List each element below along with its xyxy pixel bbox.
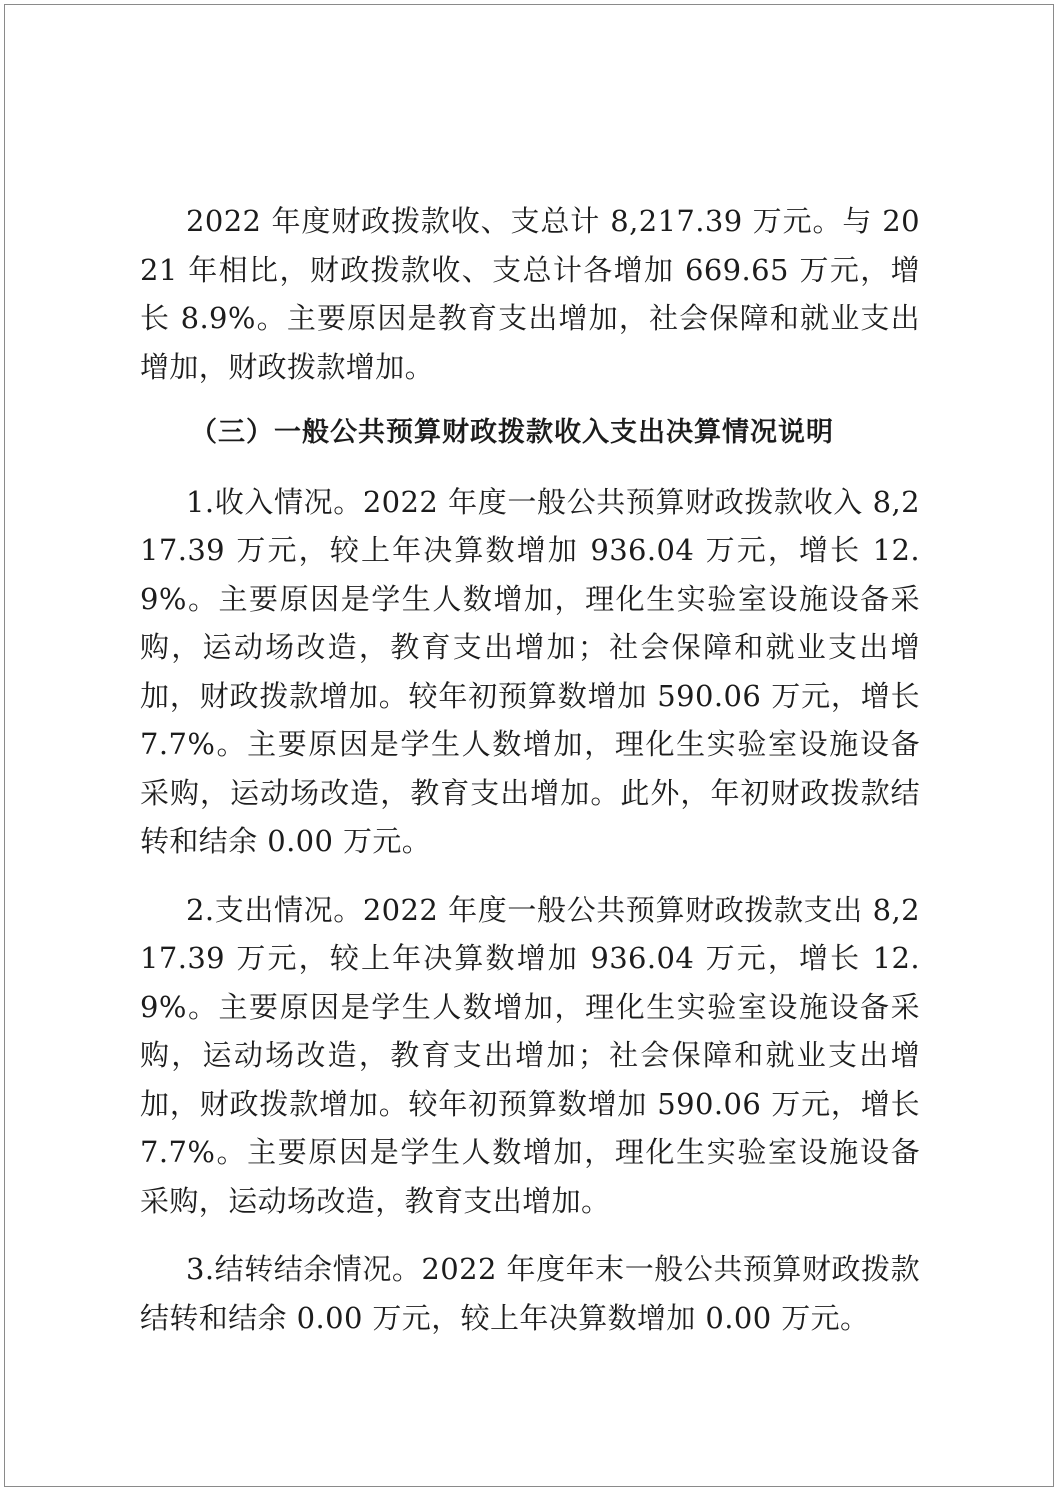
paragraph-carryover: 3.结转结余情况。2022 年度年末一般公共预算财政拨款结转和结余 0.00 万元，较上年决算数增加 0.00 万元。 (140, 1252, 920, 1335)
section-heading: （三）一般公共预算财政拨款收入支出决算情况说明 (190, 417, 834, 448)
paragraph-expenditure: 2.支出情况。2022 年度一般公共预算财政拨款支出 8,217.39 万元，较上年决算数增加 936.04 万元，增长 12.9%。主要原因是学生人数增加，理化生实验室设施设备采购，运动场改造，教育支出增加；社会保障和就业支出增加，财政拨款增加。较年初预算数增加 590.06 万元，增长 7.7%。主要原因是学生人数增加，理化生实验室设施设备采购，运动场改造，教育支出增加。 (140, 892, 920, 1218)
document-body (140, 197, 920, 1342)
paragraph-total-appropriation: 2022 年度财政拨款收、支总计 8,217.39 万元。与 2021 年相比，财政拨款收、支总计各增加 669.65 万元，增长 8.9%。主要原因是教育支出增加，社会保障和就业支出增加，财政拨款增加。 (140, 204, 920, 384)
paragraph-income: 1.收入情况。2022 年度一般公共预算财政拨款收入 8,217.39 万元，较上年决算数增加 936.04 万元，增长 12.9%。主要原因是学生人数增加，理化生实验室设施设备采购，运动场改造，教育支出增加；社会保障和就业支出增加，财政拨款增加。较年初预算数增加 590.06 万元，增长 7.7%。主要原因是学生人数增加，理化生实验室设施设备采购，运动场改造，教育支出增加。此外，年初财政拨款结转和结余 0.00 万元。 (140, 484, 920, 858)
